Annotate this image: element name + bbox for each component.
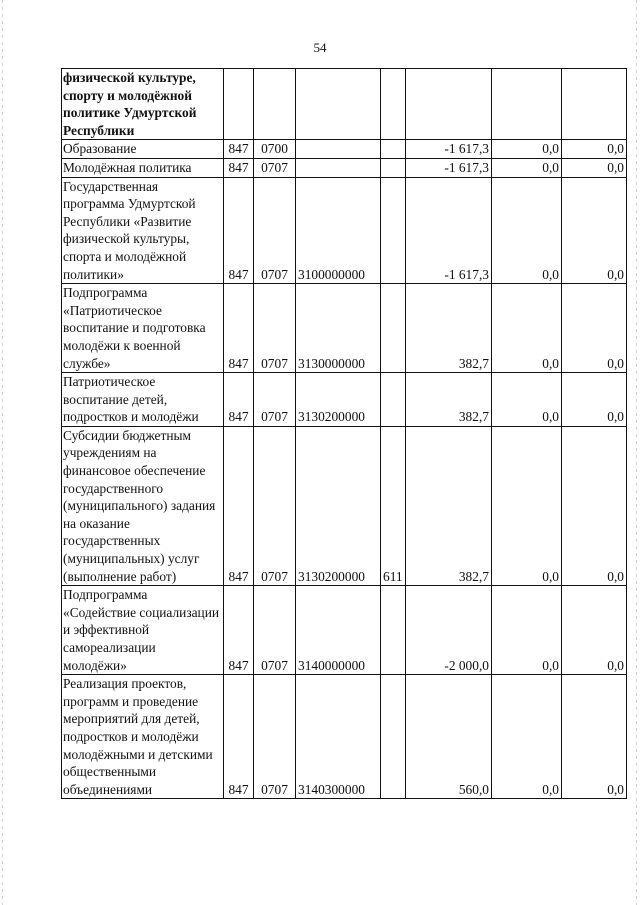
budget-table <box>61 68 627 799</box>
row-sum-1: -2 000,0 <box>406 586 492 675</box>
row-name: физической культуре, спорту и молодёжной политике Удмуртской Республики <box>62 69 224 140</box>
row-vr <box>381 373 406 427</box>
row-sum-2: 0,0 <box>492 284 562 373</box>
row-sum-2: 0,0 <box>492 675 562 799</box>
row-ved: 847 <box>224 586 254 675</box>
row-sum-1: -1 617,3 <box>406 177 492 284</box>
row-sum-3: 0,0 <box>562 373 627 427</box>
row-ved: 847 <box>224 426 254 585</box>
row-ved: 847 <box>224 284 254 373</box>
row-csr: 3140300000 <box>296 675 381 799</box>
row-sum-2: 0,0 <box>492 140 562 159</box>
page-edge-left <box>2 0 3 905</box>
row-sum-2: 0,0 <box>492 586 562 675</box>
row-name: Образование <box>62 140 224 159</box>
row-rzpr: 0707 <box>254 284 296 373</box>
row-sum-3: 0,0 <box>562 586 627 675</box>
row-ved: 847 <box>224 675 254 799</box>
row-vr <box>381 140 406 159</box>
row-sum-2: 0,0 <box>492 373 562 427</box>
row-vr <box>381 158 406 177</box>
row-name: Патриотическое воспитание детей, подростков и молодёжи <box>62 373 224 427</box>
row-csr <box>296 158 381 177</box>
table-row <box>62 140 627 159</box>
table-row <box>62 284 627 373</box>
table-row <box>62 426 627 585</box>
row-ved <box>224 69 254 140</box>
row-name: Молодёжная политика <box>62 158 224 177</box>
row-vr <box>381 177 406 284</box>
row-vr <box>381 675 406 799</box>
table-row <box>62 158 627 177</box>
row-rzpr: 0707 <box>254 675 296 799</box>
row-sum-3: 0,0 <box>562 177 627 284</box>
row-name: Субсидии бюджетным учреждениям на финансовое обеспечение государственного (муниципального) задания на оказание государственных (муниципальных) услуг (выполнение работ) <box>62 426 224 585</box>
row-sum-1: 382,7 <box>406 284 492 373</box>
row-name: Подпрограмма «Патриотическое воспитание и подготовка молодёжи к военной службе» <box>62 284 224 373</box>
row-rzpr: 0707 <box>254 373 296 427</box>
row-sum-1 <box>406 69 492 140</box>
row-vr <box>381 69 406 140</box>
row-sum-2 <box>492 69 562 140</box>
row-sum-3 <box>562 69 627 140</box>
row-sum-1: 382,7 <box>406 373 492 427</box>
row-csr: 3130000000 <box>296 284 381 373</box>
row-sum-1: 560,0 <box>406 675 492 799</box>
row-sum-3: 0,0 <box>562 158 627 177</box>
row-vr <box>381 586 406 675</box>
row-csr: 3130200000 <box>296 373 381 427</box>
row-rzpr: 0707 <box>254 177 296 284</box>
row-sum-2: 0,0 <box>492 177 562 284</box>
row-sum-1: -1 617,3 <box>406 140 492 159</box>
row-name: Реализация проектов, программ и проведение мероприятий для детей, подростков и молодёжи молодёжными и детскими общественными объединениями <box>62 675 224 799</box>
row-rzpr: 0707 <box>254 586 296 675</box>
row-ved: 847 <box>224 177 254 284</box>
table-row <box>62 373 627 427</box>
row-sum-3: 0,0 <box>562 426 627 585</box>
row-vr: 611 <box>381 426 406 585</box>
table-row <box>62 675 627 799</box>
row-sum-1: 382,7 <box>406 426 492 585</box>
row-rzpr: 0700 <box>254 140 296 159</box>
row-sum-1: -1 617,3 <box>406 158 492 177</box>
row-rzpr: 0707 <box>254 158 296 177</box>
table-row <box>62 177 627 284</box>
row-name: Государственная программа Удмуртской Республики «Развитие физической культуры, спорта и молодёжной политики» <box>62 177 224 284</box>
page-number: 54 <box>313 40 327 55</box>
budget-table-body <box>62 69 627 799</box>
row-sum-3: 0,0 <box>562 284 627 373</box>
row-csr <box>296 140 381 159</box>
row-rzpr: 0707 <box>254 426 296 585</box>
row-ved: 847 <box>224 373 254 427</box>
row-sum-3: 0,0 <box>562 675 627 799</box>
row-ved: 847 <box>224 140 254 159</box>
row-sum-2: 0,0 <box>492 158 562 177</box>
page-edge-right <box>636 0 637 905</box>
row-vr <box>381 284 406 373</box>
row-name: Подпрограмма «Содействие социализации и эффективной самореализации молодёжи» <box>62 586 224 675</box>
row-sum-2: 0,0 <box>492 426 562 585</box>
row-csr: 3100000000 <box>296 177 381 284</box>
row-csr <box>296 69 381 140</box>
row-sum-3: 0,0 <box>562 140 627 159</box>
row-csr: 3130200000 <box>296 426 381 585</box>
row-csr: 3140000000 <box>296 586 381 675</box>
table-row <box>62 69 627 140</box>
row-rzpr <box>254 69 296 140</box>
table-row <box>62 586 627 675</box>
row-ved: 847 <box>224 158 254 177</box>
